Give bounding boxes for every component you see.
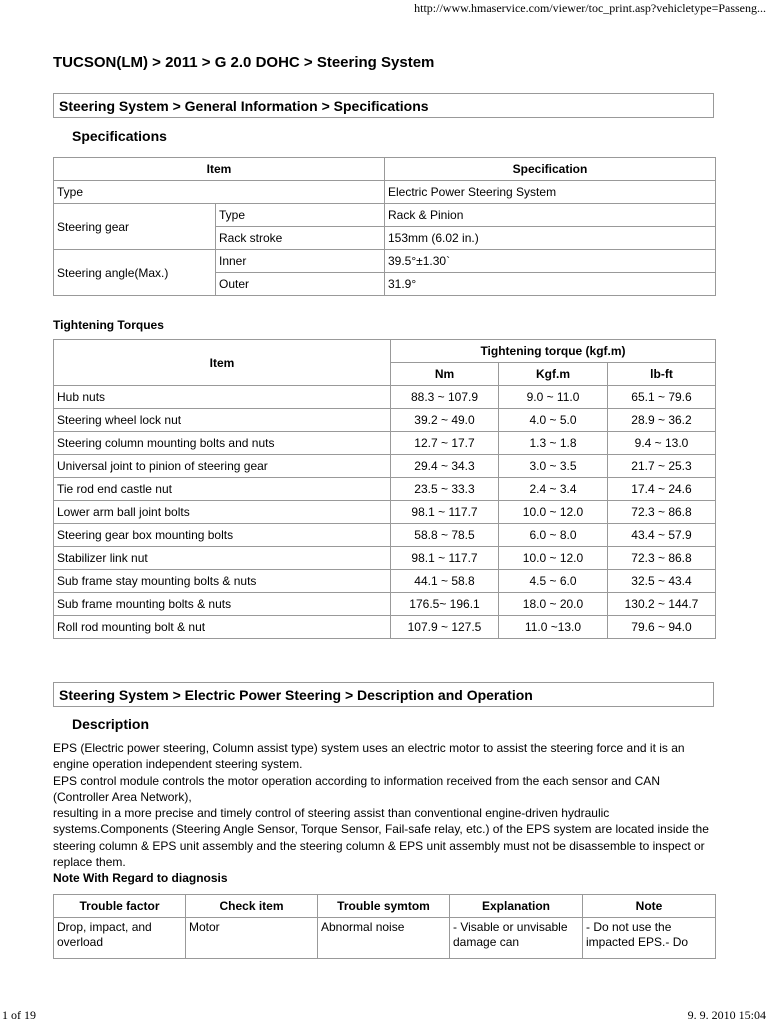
torque-cell-kgfm: 10.0 ~ 12.0 xyxy=(499,501,608,524)
torque-cell-nm: 44.1 ~ 58.8 xyxy=(391,570,499,593)
table-row xyxy=(54,547,716,570)
spec-col-item: Item xyxy=(54,158,385,181)
torque-col-kgfm: Kgf.m xyxy=(499,363,608,386)
torque-cell-nm: 98.1 ~ 117.7 xyxy=(391,547,499,570)
diagnosis-note-heading: Note With Regard to diagnosis xyxy=(53,871,228,886)
torque-cell-lbft: 130.2 ~ 144.7 xyxy=(608,593,716,616)
page-url: http://www.hmaservice.com/viewer/toc_print.asp?vehicletype=Passeng... xyxy=(414,1,766,15)
diag-cell: - Do not use the impacted EPS.- Do xyxy=(583,918,716,959)
table-row xyxy=(54,918,716,959)
description-paragraph: EPS control module controls the motor operation according to information received from the each sensor and CAN (Controller Area Network), xyxy=(53,773,660,804)
description-paragraph: EPS (Electric power steering, Column assist type) system uses an electric motor to assist the steering force and it is an engine operation independent steering system. xyxy=(53,741,685,772)
torque-cell-nm: 23.5 ~ 33.3 xyxy=(391,478,499,501)
torque-cell-lbft: 43.4 ~ 57.9 xyxy=(608,524,716,547)
torque-cell-lbft: 17.4 ~ 24.6 xyxy=(608,478,716,501)
table-row xyxy=(54,455,716,478)
torque-col-item: Item xyxy=(54,340,391,386)
torque-col-group: Tightening torque (kgf.m) xyxy=(391,340,716,363)
torque-cell-item: Universal joint to pinion of steering gear xyxy=(54,455,391,478)
torque-cell-nm: 88.3 ~ 107.9 xyxy=(391,386,499,409)
torque-cell-kgfm: 3.0 ~ 3.5 xyxy=(499,455,608,478)
tightening-torques-table xyxy=(53,339,716,639)
diag-col-note: Note xyxy=(583,895,716,918)
table-row xyxy=(54,593,716,616)
torque-cell-item: Tie rod end castle nut xyxy=(54,478,391,501)
spec-angle-inner-label: Inner xyxy=(216,250,385,273)
table-row xyxy=(54,478,716,501)
spec-gear-label: Steering gear xyxy=(54,204,216,250)
diag-col-trouble-factor: Trouble factor xyxy=(54,895,186,918)
torque-cell-item: Roll rod mounting bolt & nut xyxy=(54,616,391,639)
spec-type-label: Type xyxy=(54,181,385,204)
torque-cell-kgfm: 9.0 ~ 11.0 xyxy=(499,386,608,409)
torque-cell-lbft: 28.9 ~ 36.2 xyxy=(608,409,716,432)
torque-cell-item: Hub nuts xyxy=(54,386,391,409)
print-datetime: 9. 9. 2010 15:04 xyxy=(687,1008,766,1022)
torque-cell-item: Stabilizer link nut xyxy=(54,547,391,570)
diag-cell: Motor xyxy=(186,918,318,959)
table-row xyxy=(54,524,716,547)
page-breadcrumb: TUCSON(LM) > 2011 > G 2.0 DOHC > Steering System xyxy=(53,54,435,71)
torque-cell-nm: 107.9 ~ 127.5 xyxy=(391,616,499,639)
table-row xyxy=(54,570,716,593)
torque-cell-nm: 12.7 ~ 17.7 xyxy=(391,432,499,455)
torque-cell-lbft: 72.3 ~ 86.8 xyxy=(608,501,716,524)
spec-type-value: Electric Power Steering System xyxy=(385,181,716,204)
specifications-table xyxy=(53,157,716,296)
page-number: 1 of 19 xyxy=(2,1008,36,1022)
torque-cell-nm: 29.4 ~ 34.3 xyxy=(391,455,499,478)
torque-cell-kgfm: 4.5 ~ 6.0 xyxy=(499,570,608,593)
diag-col-trouble-symptom: Trouble symtom xyxy=(318,895,450,918)
spec-angle-outer-label: Outer xyxy=(216,273,385,296)
subheading-description: Description xyxy=(72,716,150,732)
spec-angle-inner-value: 39.5°±1.30` xyxy=(385,250,716,273)
spec-angle-label: Steering angle(Max.) xyxy=(54,250,216,296)
torque-cell-nm: 98.1 ~ 117.7 xyxy=(391,501,499,524)
spec-angle-outer-value: 31.9° xyxy=(385,273,716,296)
torque-cell-kgfm: 11.0 ~13.0 xyxy=(499,616,608,639)
torque-cell-lbft: 72.3 ~ 86.8 xyxy=(608,547,716,570)
torque-cell-item: Sub frame stay mounting bolts & nuts xyxy=(54,570,391,593)
torque-cell-kgfm: 2.4 ~ 3.4 xyxy=(499,478,608,501)
spec-gear-stroke-label: Rack stroke xyxy=(216,227,385,250)
torque-col-nm: Nm xyxy=(391,363,499,386)
spec-gear-type-value: Rack & Pinion xyxy=(385,204,716,227)
spec-gear-stroke-value: 153mm (6.02 in.) xyxy=(385,227,716,250)
torque-col-lbft: lb-ft xyxy=(608,363,716,386)
torque-cell-lbft: 79.6 ~ 94.0 xyxy=(608,616,716,639)
diag-cell: Drop, impact, and overload xyxy=(54,918,186,959)
torque-cell-item: Steering gear box mounting bolts xyxy=(54,524,391,547)
diag-col-explanation: Explanation xyxy=(450,895,583,918)
torque-cell-kgfm: 4.0 ~ 5.0 xyxy=(499,409,608,432)
spec-gear-type-label: Type xyxy=(216,204,385,227)
table-row xyxy=(54,386,716,409)
diagnosis-table xyxy=(53,894,716,959)
table-row xyxy=(54,409,716,432)
torque-cell-nm: 176.5~ 196.1 xyxy=(391,593,499,616)
torque-cell-nm: 58.8 ~ 78.5 xyxy=(391,524,499,547)
torque-cell-item: Lower arm ball joint bolts xyxy=(54,501,391,524)
torque-cell-lbft: 32.5 ~ 43.4 xyxy=(608,570,716,593)
tightening-torques-heading: Tightening Torques xyxy=(53,318,164,332)
diag-cell: - Visable or unvisable damage can xyxy=(450,918,583,959)
torque-cell-lbft: 21.7 ~ 25.3 xyxy=(608,455,716,478)
torque-cell-kgfm: 18.0 ~ 20.0 xyxy=(499,593,608,616)
torque-cell-kgfm: 6.0 ~ 8.0 xyxy=(499,524,608,547)
torque-cell-item: Steering column mounting bolts and nuts xyxy=(54,432,391,455)
description-paragraph: resulting in a more precise and timely control of steering assist than conventional engine-driven hydraulic systems.Components (Steering Angle Sensor, Torque Sensor, Fail-safe relay, etc.) of the EPS system are located inside the steering column & EPS unit assembly and the steering column & EPS unit assembly must not be disassemble to inspect or replace them. xyxy=(53,806,709,870)
torque-cell-kgfm: 1.3 ~ 1.8 xyxy=(499,432,608,455)
torque-cell-item: Steering wheel lock nut xyxy=(54,409,391,432)
torque-cell-item: Sub frame mounting bolts & nuts xyxy=(54,593,391,616)
table-row xyxy=(54,432,716,455)
torque-cell-lbft: 9.4 ~ 13.0 xyxy=(608,432,716,455)
diag-col-check-item: Check item xyxy=(186,895,318,918)
torque-table-body xyxy=(54,386,716,639)
torque-cell-lbft: 65.1 ~ 79.6 xyxy=(608,386,716,409)
subheading-specifications: Specifications xyxy=(72,128,167,144)
spec-col-specification: Specification xyxy=(385,158,716,181)
section-title-specifications: Steering System > General Information > Specifications xyxy=(53,93,714,118)
diag-cell: Abnormal noise xyxy=(318,918,450,959)
description-body xyxy=(53,740,715,887)
table-row xyxy=(54,616,716,639)
torque-cell-nm: 39.2 ~ 49.0 xyxy=(391,409,499,432)
section-title-eps-description: Steering System > Electric Power Steering > Description and Operation xyxy=(53,682,714,707)
torque-cell-kgfm: 10.0 ~ 12.0 xyxy=(499,547,608,570)
table-row xyxy=(54,501,716,524)
